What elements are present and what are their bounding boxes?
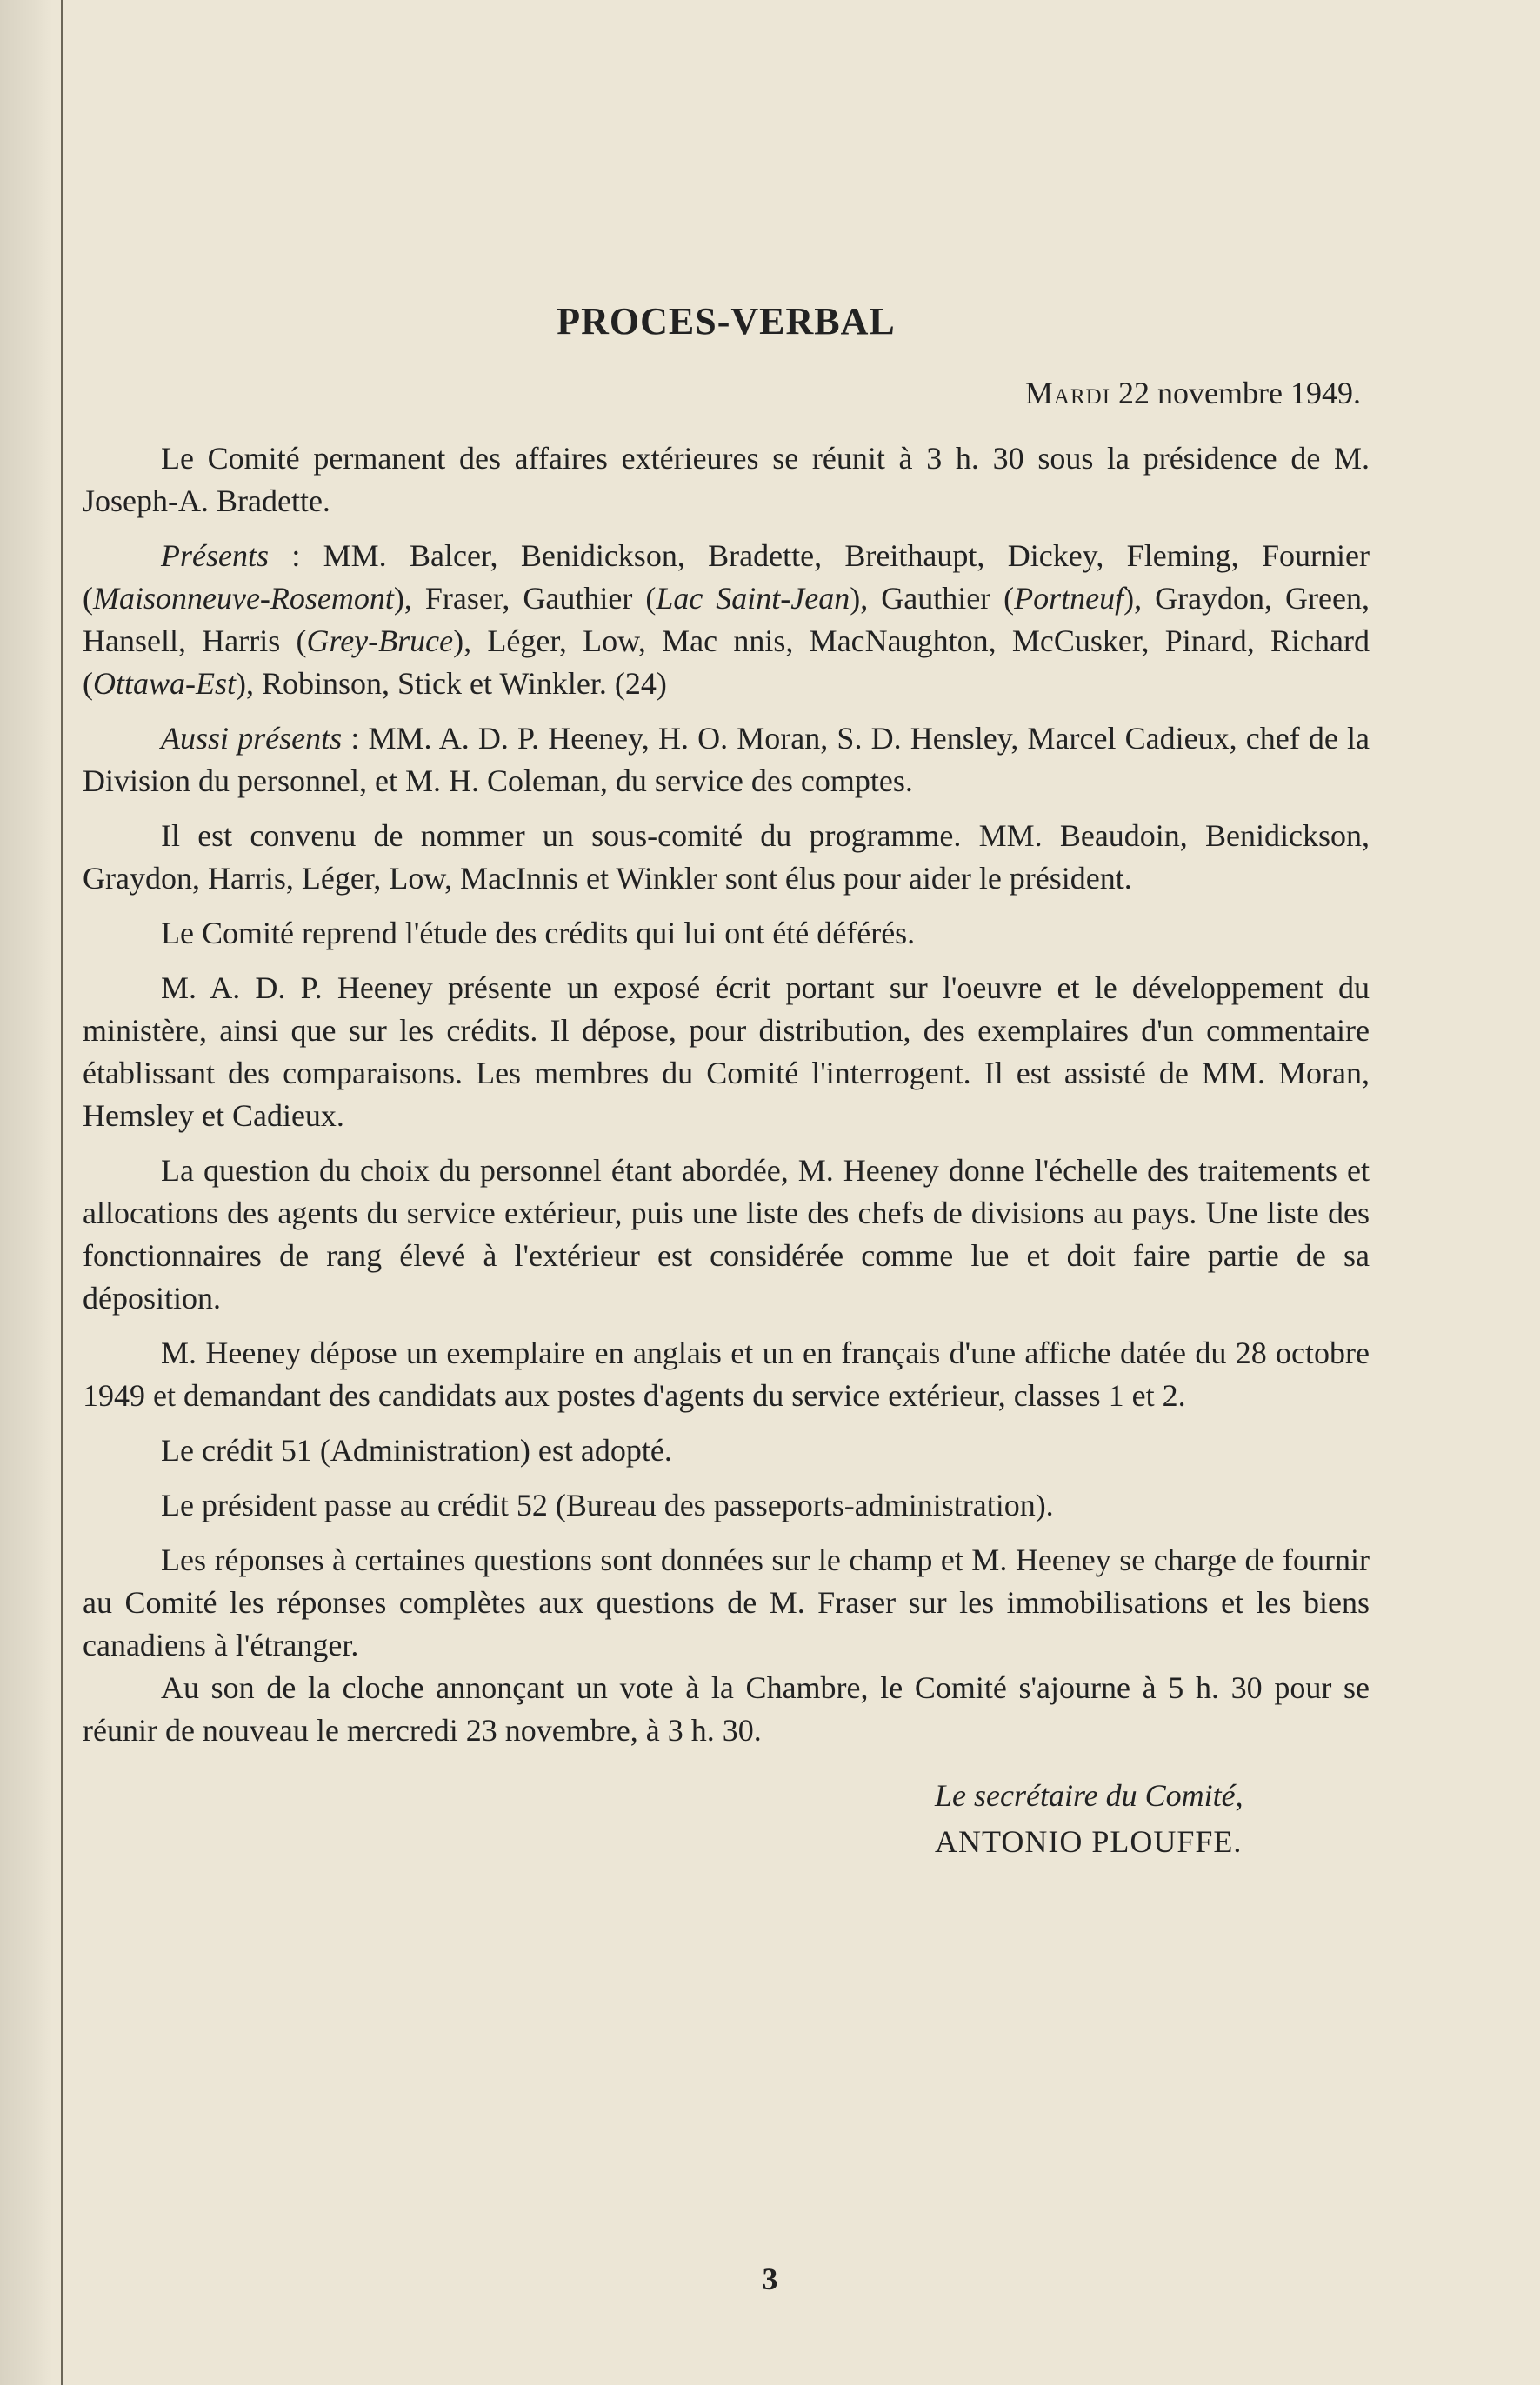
paragraph-sous-comite: Il est convenu de nommer un sous-comité du programme. MM. Beaudoin, Benidickson, Graydon, Harris, Léger, Low, MacInnis et Winkler sont élus pour aider le président. [83,818,1370,896]
presents-text-e: ), Léger, Low, Mac nnis, MacNaughton, McCusker, Pinard, Richard ( [83,623,1370,701]
paragraph-affiche: M. Heeney dépose un exemplaire en anglais et un en français d'une affiche datée du 28 octobre 1949 et demandant des candidats aux postes d'agents du service extérieur, classes 1 et 2. [83,1336,1370,1413]
binding-rule [61,0,63,2385]
document-body [83,300,1370,1863]
aussi-presents-text: : MM. A. D. P. Heeney, H. O. Moran, S. D. Hensley, Marcel Cadieux, chef de la Division du personnel, et M. H. Coleman, du service des comptes. [83,721,1370,798]
presents-label: Présents [161,538,269,573]
riding-1: Maisonneuve-Rosemont [93,581,394,616]
riding-4: Grey-Bruce [306,623,454,658]
paragraph-credit-52: Le président passe au crédit 52 (Bureau des passeports-administration). [161,1488,1054,1522]
riding-3: Portneuf [1014,581,1124,616]
meeting-date [83,372,1361,415]
paragraph-reponses: Les réponses à certaines questions sont données sur le champ et M. Heeney se charge de fournir au Comité les réponses complètes aux questions de M. Fraser sur les immobilisations et les biens canadiens à l'étranger. [83,1542,1370,1662]
presents-text-b: ), Fraser, Gauthier ( [393,581,657,616]
aussi-presents-label: Aussi présents [161,721,343,756]
paragraph-ajournement: Au son de la cloche annonçant un vote à la Chambre, le Comité s'ajourne à 5 h. 30 pour se réunir de nouveau le mercredi 23 novembre, à 3 h. 30. [83,1670,1370,1748]
paragraph-heeney-expose: M. A. D. P. Heeney présente un exposé écrit portant sur l'oeuvre et le développement du ministère, ainsi que sur les crédits. Il dépose, pour distribution, des exemplaires d'un commentaire établissant des comparaisons. Les membres du Comité l'interrogent. Il est assisté de MM. Moran, Hemsley et Cadieux. [83,970,1370,1133]
paragraph-opening: Le Comité permanent des affaires extérieures se réunit à 3 h. 30 sous la présidence de M. Joseph-A. Bradette. [83,441,1370,518]
page-number: 3 [762,2262,778,2296]
signature-title: Le secrétaire du Comité, [935,1778,1243,1813]
paragraph-aussi-presents [83,717,1370,803]
riding-2: Lac Saint-Jean [656,581,850,616]
date-rest: 22 novembre 1949. [1110,376,1361,410]
paragraph-credits: Le Comité reprend l'étude des crédits qui lui ont été déférés. [161,916,916,950]
presents-text-a: : MM. Balcer, Benidickson, Bradette, Breithaupt, Dickey, Fleming, Fournier ( [83,538,1370,616]
date-day: Mardi [1024,376,1111,410]
signature-name: ANTONIO PLOUFFE. [935,1824,1243,1859]
presents-text-c: ), Gauthier ( [850,581,1015,616]
paragraph-credit-51: Le crédit 51 (Administration) est adopté. [161,1433,672,1468]
riding-5: Ottawa-Est [93,666,237,701]
presents-text-d: ), Graydon, Green, Hansell, Harris ( [83,581,1370,658]
page-gutter [0,0,52,2385]
presents-text-f: ), Robinson, Stick et Winkler. (24) [236,666,667,701]
paragraph-personnel: La question du choix du personnel étant abordée, M. Heeney donne l'échelle des traitements et allocations des agents du service extérieur, puis une liste des chefs de divisions au pays. Une liste des fonctionnaires de rang élevé à l'extérieur est considérée comme lue et doit faire partie de sa déposition. [83,1153,1370,1316]
document-title: PROCES-VERBAL [557,300,896,343]
paragraph-presents [83,535,1370,705]
signature-block [935,1775,1370,1863]
